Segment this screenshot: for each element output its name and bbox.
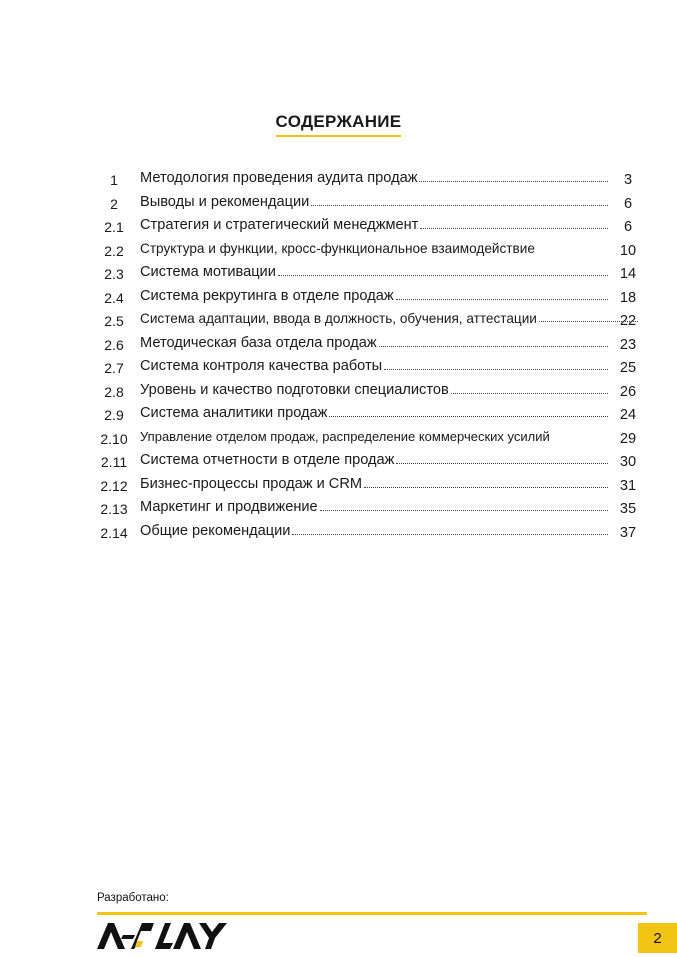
- toc-page-number: 29: [619, 430, 637, 447]
- toc-row[interactable]: [100, 309, 640, 333]
- toc-entry-title: Структура и функции, кросс-функциональное взаимодействие: [140, 240, 535, 256]
- toc-row[interactable]: [100, 333, 640, 357]
- toc-row[interactable]: [100, 521, 640, 545]
- toc-number: 2: [110, 195, 118, 212]
- toc-row[interactable]: [100, 380, 640, 404]
- toc-page-number: 3: [623, 172, 633, 188]
- toc-number: 2.6: [104, 336, 124, 353]
- toc-page-number: 6: [623, 219, 633, 235]
- dot-leader: [396, 298, 608, 300]
- dot-leader: [311, 204, 608, 206]
- toc-page-number: 10: [619, 242, 637, 259]
- toc-row[interactable]: [100, 262, 640, 286]
- toc-row[interactable]: [100, 497, 640, 521]
- dot-leader: [384, 368, 608, 370]
- toc-page-number: 25: [619, 360, 637, 376]
- company-logo: [97, 921, 237, 956]
- toc-entry-title: Система аналитики продаж: [140, 405, 328, 421]
- toc-row[interactable]: [100, 356, 640, 380]
- page-number-badge: [638, 923, 677, 953]
- toc-page-number: 35: [619, 501, 637, 517]
- toc-number: 2.13: [100, 501, 128, 517]
- toc-entry-title: Управление отделом продаж, распределение коммерческих усилий: [140, 428, 550, 444]
- toc-page-number: 23: [619, 336, 637, 353]
- toc-page-number: 14: [619, 266, 637, 282]
- toc-page-number: 24: [619, 407, 637, 423]
- toc-title: СОДЕРЖАНИЕ: [276, 112, 402, 137]
- dot-leader: [451, 392, 608, 394]
- toc-entry-title: Общие рекомендации: [140, 522, 291, 539]
- toc-heading: [0, 112, 677, 137]
- toc-number: 1: [110, 172, 118, 188]
- logo-icon: [97, 921, 237, 951]
- toc-row[interactable]: [100, 168, 640, 192]
- toc-number: 2.3: [104, 266, 124, 282]
- toc-number: 2.7: [104, 360, 124, 376]
- toc-row[interactable]: [100, 286, 640, 310]
- dot-leader: [320, 509, 608, 511]
- toc-entry-title: Система отчетности в отделе продаж: [140, 452, 395, 468]
- toc-entry-title: Система адаптации, ввода в должность, обучения, аттестации: [140, 311, 537, 326]
- page-number: 2: [653, 929, 662, 947]
- toc-number: 2.10: [100, 430, 128, 447]
- toc-number: 2.11: [100, 454, 128, 470]
- toc-row[interactable]: [100, 474, 640, 498]
- table-of-contents: [100, 168, 640, 544]
- toc-number: 2.14: [100, 524, 128, 541]
- footer-divider: [97, 912, 647, 915]
- dot-leader: [396, 462, 608, 464]
- developed-by-label: Разработано:: [97, 892, 169, 904]
- toc-entry-title: Маркетинг и продвижение: [140, 499, 318, 515]
- toc-row[interactable]: [100, 239, 640, 263]
- dot-leader: [364, 486, 608, 488]
- toc-number: 2.1: [104, 219, 124, 235]
- toc-page-number: 26: [619, 383, 637, 400]
- toc-page-number: 18: [619, 289, 637, 306]
- toc-number: 2.5: [104, 313, 124, 329]
- toc-row[interactable]: [100, 427, 640, 451]
- toc-number: 2.9: [104, 407, 124, 423]
- toc-entry-title: Методология проведения аудита продаж: [140, 170, 418, 186]
- toc-page-number: 22: [619, 313, 637, 329]
- toc-row[interactable]: [100, 450, 640, 474]
- toc-page-number: 37: [619, 524, 637, 541]
- toc-number: 2.12: [100, 477, 128, 494]
- toc-row[interactable]: [100, 192, 640, 216]
- dot-leader: [379, 345, 608, 347]
- dot-leader: [419, 180, 608, 182]
- dot-leader: [329, 415, 608, 417]
- toc-page-number: 6: [623, 195, 633, 212]
- dot-leader: [278, 274, 608, 276]
- toc-row[interactable]: [100, 215, 640, 239]
- toc-number: 2.2: [104, 242, 124, 259]
- toc-entry-title: Система мотивации: [140, 264, 276, 280]
- toc-entry-title: Выводы и рекомендации: [140, 193, 310, 210]
- toc-entry-title: Методическая база отдела продаж: [140, 334, 377, 351]
- toc-entry-title: Система рекрутинга в отделе продаж: [140, 287, 394, 304]
- toc-page-number: 30: [619, 454, 637, 470]
- toc-number: 2.8: [104, 383, 124, 400]
- toc-page-number: 31: [619, 477, 637, 494]
- toc-row[interactable]: [100, 403, 640, 427]
- toc-entry-title: Уровень и качество подготовки специалистов: [140, 381, 449, 398]
- toc-entry-title: Бизнес-процессы продаж и CRM: [140, 475, 363, 492]
- dot-leader: [292, 533, 608, 535]
- dot-leader: [420, 227, 608, 229]
- toc-entry-title: Система контроля качества работы: [140, 358, 383, 374]
- toc-entry-title: Стратегия и стратегический менеджмент: [140, 217, 419, 233]
- toc-number: 2.4: [104, 289, 124, 306]
